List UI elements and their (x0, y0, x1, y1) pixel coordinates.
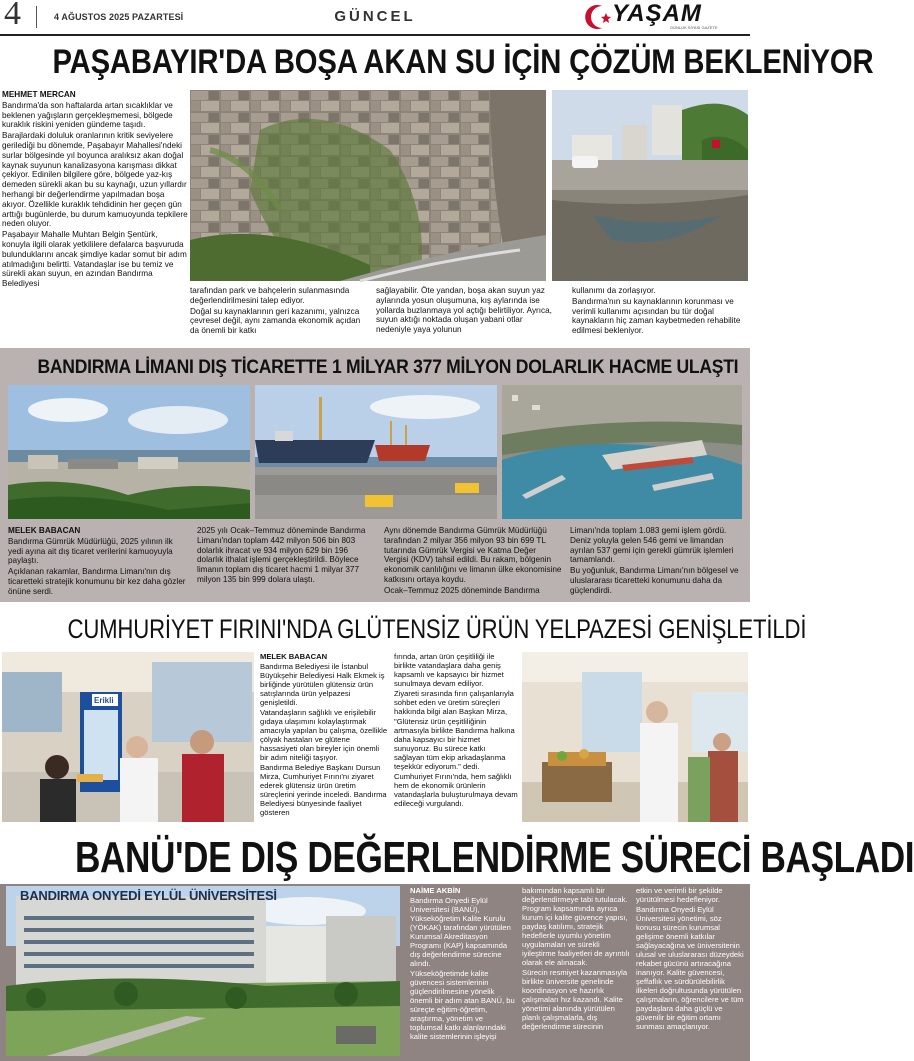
article2-headline: BANDIRMA LİMANI DIŞ TİCARETTE 1 MİLYAR 377 MİLYON DOLARLIK HACME ULAŞTI (37, 356, 739, 378)
article4-headline: BANÜ'DE DIŞ DEĞERLENDİRME SÜRECİ BAŞLADI (75, 833, 914, 882)
masthead (0, 0, 750, 34)
article1-paragraph: sağlayabilir. Öte yandan, boşa akan suyun yaz aylarında yosun oluşumuna, kış aylarında ise yollarda buzlanmaya yol açtığı belirtiliyor. Ayrıca, suyun aktığı noktada oluşan yabani otlar nedeniyle yaya yolunun (376, 286, 552, 335)
article4-paragraph: Yükseköğretimde kalite güvencesi sistemlerinin güçlendirilmesine yönelik önemli bir adım atan BANÜ, bu süreçte eğitim-öğretim, araştırma, yönetim ve toplumsal katkı alanlarındaki kalite sistemlerinin işleyişi (410, 969, 515, 1041)
issue-date: 4 AĞUSTOS 2025 PAZARTESİ (54, 12, 184, 22)
article4-byline: NAİME AKBİN (410, 886, 461, 895)
article3-paragraph: Bandırma Belediye Başkanı Dursun Mirza, Cumhuriyet Fırını'nı ziyaret ederek glütensiz ürün üretim süreçlerini yerinde inceledi. Bandırma Belediyesi bünyesinde faaliyet gösteren (260, 763, 387, 817)
freezer-brand-label: Erikli (94, 696, 114, 705)
university-building-sign: BANDIRMA ONYEDİ EYLÜL ÜNİVERSİTESİ (20, 888, 277, 903)
article1-headline: PAŞABAYIR'DA BOŞA AKAN SU İÇİN ÇÖZÜM BEKLENİYOR (52, 43, 874, 81)
page-number: 4 (4, 0, 21, 32)
university-building-photo (6, 886, 400, 1056)
masthead-rule (0, 34, 750, 36)
crescent-star-icon (582, 3, 616, 31)
article4-col3 (636, 886, 746, 1058)
article3-paragraph: fırında, artan ürün çeşitliliği ile birlikte vatandaşlara daha geniş kapsamlı ve kapsayıcı bir hizmet sunulmaya devam ediliyor. (394, 652, 504, 688)
article4-paragraph: Bandırma Onyedi Eylül Üniversitesi (BANÜ), Yükseköğretim Kalite Kurulu (YÖKAK) tarafından yürütülen Kurumsal Akreditasyon Programı (KAP) kapsamında dış değerlendirme sürecine alındı. (410, 896, 511, 968)
article2-paragraph: Aynı dönemde Bandırma Gümrük Müdürlüğü tarafından 2 milyar 356 milyon 93 bin 699 TL tutarında Gümrük Vergisi ve Katma Değer Vergisi (KDV) tahsil edildi. Bu rakam, bölgenin ekonomik canlılığını ve limanın ülke ekonomisine katkısını ortaya koydu. (384, 526, 562, 584)
article1-col2 (190, 286, 370, 346)
article2-byline: MELEK BABACAN (8, 526, 81, 535)
article1-paragraph: kullanımı da zorlaşıyor. (572, 286, 656, 295)
section-title: GÜNCEL (334, 8, 416, 25)
article1-paragraph: Doğal su kaynaklarının geri kazanımı, yalnızca çevresel değil, aynı zamanda ekonomik açıdan da önemli bir katkı (190, 306, 361, 336)
logo-text: YAŞAM (612, 0, 702, 27)
article3-col2 (394, 652, 518, 822)
newspaper-logo (582, 2, 746, 32)
article1-col1 (2, 90, 188, 346)
article3-byline: MELEK BABACAN (260, 652, 328, 661)
article3-paragraph: Cumhuriyet Fırını'nda, hem sağlıklı hem de ekonomik ürünlerin vatandaşlarla buluşturulmaya devam edileceği vurgulandı. (394, 772, 518, 808)
logo-subtitle: GÜNLÜK SİYASİ GAZETE (670, 25, 718, 30)
article2-paragraph: Açıklanan rakamlar, Bandırma Limanı'nın dış ticaretteki stratejik konumunu bir kez daha gözler önüne serdi. (8, 567, 186, 596)
article3-paragraph: Ziyareti sırasında fırın çalışanlarıyla sohbet eden ve üretim süreçleri hakkında bilgi alan Başkan Mirza, (394, 689, 514, 716)
article1-col3 (376, 286, 554, 346)
article1-col4 (572, 286, 748, 346)
port-aerial-photo (502, 385, 742, 519)
article3-paragraph: Bandırma Belediyesi ile İstanbul Büyükşehir Belediyesi Halk Ekmek iş birliğinde yürütülen glütensiz ürün satışlarında ürün yelpazesi genişletildi. (260, 662, 385, 707)
article1-paragraph: Barajlardaki doluluk oranlarının kritik seviyelere geriledi̇ği bu dönemde, Paşabayır Mahallesi'ndeki surlar bölgesinde yıl boyunca aralıksız akan doğal kaynak suyunun kanalizasyona karışması dikkat çekiyor. Edinilen bilgilere göre, bölgede yaz-kış demeden sürekli akan bu su kaynağı, uzun yıllardır herhangi bir değerlendirme yapılmadan boşa akıyor. Özellikle kuraklık tehdidinin her geçen gün arttığı bugünlerde, bu durum kamuoyunda tepkilere neden oluyor. (2, 131, 188, 229)
article3-paragraph: "Glütensiz ürün çeşitliliğinin artmasıyla birlikte Bandırma halkına daha kapsayıcı bir hizmet sunuyoruz. Bu sürece katkı sağlayan tüm ekip arkadaşlarıma teşekkür ediyorum." dedi. (394, 717, 515, 771)
page-number-divider (36, 6, 37, 28)
article3-headline: CUMHURİYET FIRINI'NDA GLÜTENSİZ ÜRÜN YELPAZESİ GENİŞLETİLDİ (67, 614, 807, 644)
article1-paragraph: tarafından park ve bahçelerin sulanmasında değerlendirilmesini talep ediyor. (190, 286, 350, 305)
article4-paragraph: etkin ve verimli bir şekilde yürütülmesi hedefleniyor. (636, 886, 723, 904)
article1-paragraph: Paşabayır Mahalle Muhtarı Belgin Şentürk, konuyla ilgili olarak yetkililere defalarca başvuruda bulunduklarını ancak şimdiye kadar somut bir adım atılmadığını belirtti. Vatandaşlar ise bu temiz ve sürekli akan suyun, en azından Bandırma Belediyesi (2, 230, 187, 289)
article4-paragraph: Bandırma Onyedi Eylül Üniversitesi yönetimi, söz konusu sürecin kurumsal gelişime önemli katkılar sağlayacağına ve üniversitenin ulusal ve uluslararası düzeydeki rekabet gücünü artıracağına inanıyor. Kalite güvencesi, şeffaflık ve sürdürülebilirlik ilkeleri doğrultusunda yürütülen çalışmaların, öğrencilere ve tüm paydaşlara daha güçlü ve güvenilir bir eğitim ortamı sunması amaçlanıyor. (636, 905, 744, 1031)
article2-col2 (197, 526, 373, 600)
bakery-shelf-photo (522, 652, 748, 822)
port-panorama-photo (8, 385, 250, 519)
street-water-flow-photo (552, 90, 748, 281)
article3-paragraph: Vatandaşların sağlıklı ve erişilebilir gıdaya ulaşımını kolaylaştırmak amacıyla yapılan bu çalışma, özellikle çölyak hastaları ve glütene hassasiyeti olan bireyler için önemli bir adım niteliği taşıyor. (260, 708, 388, 762)
article2-paragraph: Bandırma Gümrük Müdürlüğü, 2025 yılının ilk yedi ayına ait dış ticaret verilerini kamuoyuyla paylaştı. (8, 536, 173, 566)
article4-col2 (522, 886, 630, 1058)
article1-paragraph: Bandırma'da son haftalarda artan sıcaklıklar ve beklenen yağışların gerçekleşmemesi, bölgede kuraklık riskini yeniden gündeme taşıdı. (2, 100, 173, 130)
bakery-visit-photo (2, 652, 254, 822)
article1-paragraph: Bandırma'nın su kaynaklarının korunması ve verimli kullanımı açısından bu tür doğal kaynakların hiç zaman kaybetmeden rehabilite edilmesi bekleniyor. (572, 296, 741, 336)
article2-paragraph: Ocak–Temmuz 2025 döneminde Bandırma (384, 585, 540, 595)
article4-col1 (410, 886, 516, 1058)
article2-col4 (570, 526, 746, 600)
article3-col1 (260, 652, 388, 822)
article1-byline: MEHMET MERCAN (2, 90, 76, 99)
article4-paragraph: bakımından kapsamlı bir değerlendirmeye tabi tutulacak. Program kapsamında ayrıca kurum içi kalite güvence yapısı, paydaş katılımı, stratejik hedeflerle uyumlu yönetim uygulamaları ve sürekli iyileştirme faaliyetleri de ayrıntılı olarak ele alınacak. (522, 886, 630, 967)
article2-paragraph: 2025 yılı Ocak–Temmuz döneminde Bandırma Limanı'ndan toplam 442 milyon 506 bin 803 dolarlık ihracat ve 934 milyon 629 bin 196 dolarlık ithalat işlemi gerçekleştirildi. Böylece limanın toplam dış ticaret hacmi 1 milyar 377 milyon 135 bin 999 dolara ulaştı. (197, 526, 366, 584)
article2-paragraph: Bu yoğunluk, Bandırma Limanı'nın bölgesel ve uluslararası ticaretteki konumunu daha da güçlendirdi. (570, 566, 739, 595)
article4-paragraph: Sürecin resmiyet kazanmasıyla birlikte üniversite genelinde koordinasyon ve hazırlık çalışmaları hız kazandı. Kalite yönetimi alanında yürütülen planlı çalışmalarla, dış değerlendirme sürecinin (522, 968, 628, 1031)
stone-wall-water-photo (190, 90, 546, 281)
cargo-ship-photo (255, 385, 497, 519)
article2-col1 (8, 526, 190, 600)
article2-paragraph: Limanı'nda toplam 1.083 gemi işlem gördü. Deniz yoluyla gelen 546 gemi ve limandan ayrılan 537 gemi için gerekli gümrük işlemleri tamamlandı. (570, 526, 734, 565)
article2-col3 (384, 526, 562, 600)
